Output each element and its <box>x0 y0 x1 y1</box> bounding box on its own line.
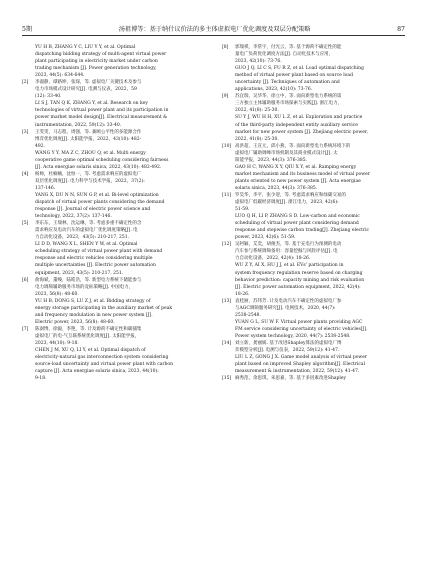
reference-line: 2022, 41(8): 25-30. <box>235 108 279 114</box>
reference-line: 博弈优化调度[J]. 太阳能学报，2022，43(10): 482- <box>35 136 142 142</box>
reference-text <box>35 79 202 128</box>
reference-line: 俞海斌，董峻，陆皓浩，等. 新型电力系统下储能参与 <box>35 277 142 283</box>
reference-text <box>35 326 202 382</box>
reference-entry <box>22 171 202 220</box>
reference-line: LI S J, TAN Q K, ZHANG Y, et al. Research on key <box>35 101 148 107</box>
reference-line: 苏宜瑞，吴华华，徐立中，等. 面向新型电力系统的第 <box>235 94 342 100</box>
reference-number: [6] <box>22 277 29 283</box>
reference-line: [J]. Electric power automation equipment, 2022, 42(4): <box>235 284 361 290</box>
reference-line: 弈模型分析[J]. 电测与仪表，2022, 59(12): 41-47. <box>235 348 340 354</box>
reference-line: market for new power system [J]. Zhejiang electric power, <box>235 129 368 135</box>
reference-line: plant participating in electricity market under carbon <box>35 59 158 65</box>
reference-line: power market model design[J]. Electrical measurement & <box>35 115 168 121</box>
reference-number: [14] <box>222 340 232 346</box>
reference-line: 三方独立主体辅助服务市场探索与实践[J]. 浙江电力， <box>235 101 343 107</box>
reference-line: Power system technology, 2020, 44(7): 2538-2548. <box>235 333 351 339</box>
reference-line: response and stepwise carbon trading[J]. Zhejiang electric <box>235 228 370 234</box>
reference-line: response [J]. Journal of electric power science and <box>35 207 151 213</box>
reference-line: 汽车参与系统调频备用：容量挖掘与风险评估[J]. 电 <box>235 249 338 255</box>
reference-line: market mechanism and its business model of virtual power <box>235 171 370 177</box>
reference-line: 9-18. <box>35 376 47 382</box>
reference-number: [10] <box>222 143 232 149</box>
reference-line: YU H B, DONG S, LU Z J, et al. Bidding strategy of <box>35 298 151 304</box>
reference-line: 2538-2548. <box>235 312 261 318</box>
reference-line: plants oriented to new power system [J]. Acta energiae <box>235 178 361 184</box>
reference-line: 电力调频辅助服务市场的竞标策略[J]. 中国电力， <box>35 284 134 290</box>
reference-line: 力自动化设备，2022, 42(4): 18-26. <box>235 256 311 262</box>
reference-number: [9] <box>222 94 229 100</box>
reference-line: dispatch of virtual power plants considering the demand <box>35 200 165 206</box>
reference-line: 虚拟电厂低碳经济调度[J]. 浙江电力，2023, 42(6): <box>235 200 339 206</box>
running-title: 汤祖博等：基于纳什议价法的多主体虚拟电厂优化调度及双层分配策略 <box>118 26 311 33</box>
reference-number: [5] <box>22 221 29 227</box>
reference-text <box>35 171 202 220</box>
reference-entry <box>222 298 402 340</box>
reference-number: [7] <box>22 326 29 332</box>
reference-number: [4] <box>22 171 29 177</box>
reference-line: 2023, 56(8): 48-60. <box>35 291 79 297</box>
reference-line: Electric power, 2023, 56(8): 48-60. <box>35 319 115 325</box>
reference-line: 51-59. <box>235 207 250 213</box>
reference-number: [15] <box>222 376 232 382</box>
reference-line: behavior prediction: capacity mining and risk evaluation <box>235 277 365 283</box>
reference-line: measurement & instrumentation, 2022, 59(12): 41-47. <box>235 369 360 375</box>
issue-label: 5期 <box>22 26 33 33</box>
reference-line: LI D D, WANG X L, SHEN Y W, et al. Optimal <box>35 242 138 248</box>
reference-line: energy storage participating in the auxiliary market of peak <box>35 305 173 311</box>
reference-entry <box>222 241 402 297</box>
reference-entry <box>222 340 402 375</box>
reference-text <box>35 277 202 326</box>
reference-line: uncertainty [J]. Techniques of automation and <box>235 80 340 86</box>
reference-line: GUO J Q, LI C S, FU R Z, et al. Load optimal dispatching <box>235 66 364 72</box>
reference-line: (12): 33-40. <box>35 94 62 100</box>
reference-line: WU Z Y, AI X, HU J J, et al. EVs' participation in <box>235 263 344 269</box>
reference-line: technology, 2022, 37(2): 137-146. <box>35 214 112 220</box>
reference-line: 电力市场模式设计研究[J]. 电测与仪表，2022，59 <box>35 87 137 93</box>
reference-line: 2023, 44(5): 634-644. <box>35 73 85 79</box>
reference-line: CHEN J M, XU Q, LI Y, et al. Optimal dispatch of <box>35 348 146 354</box>
reference-column-left <box>22 44 202 382</box>
reference-text <box>235 192 402 241</box>
reference-line: LUO Q H, LI P, ZHANG S D. Low-carbon and economic <box>235 214 360 220</box>
reference-entry <box>222 375 402 382</box>
reference-line: 郭瑞祺，李常宇，付光云，等. 基于源荷不确定性的能 <box>235 45 342 50</box>
reference-number: [12] <box>222 242 232 248</box>
reference-line: 王雯雯，马志程，周强，等. 兼顾公平性的多能源合作 <box>35 129 142 135</box>
reference-entry <box>22 44 202 79</box>
reference-line: multiple uncertainties [J]. Electric power automation <box>35 263 156 269</box>
reference-text <box>35 129 202 171</box>
reference-line: solaris sinica, 2023, 44(3): 376-385. <box>235 185 318 191</box>
reference-line: 刘立新，龚丽嫣. 基于改进Shapley算法的虚拟电厂博 <box>235 340 342 346</box>
reference-line: system frequency regulation reserve based on charging <box>235 270 363 276</box>
reference-text <box>235 340 402 375</box>
reference-line: 麻秀范，余思琪，朱思嘉，等. 基于多因素改进Shapley <box>235 376 347 382</box>
reference-line: 双层优化调度[J]. 电力科学与技术学报，2022，37(2): <box>35 178 145 184</box>
reference-line: dispatching bidding strategy of multi-agent virtual power <box>35 52 167 58</box>
reference-line: of the third-party independent entity auxiliary service <box>235 122 358 128</box>
reference-entry <box>22 79 202 128</box>
reference-line: and frequency modulation in new power system [J]. <box>35 312 153 318</box>
reference-line: YUAN G L, SU W F. Virtual power plants providing AGC <box>235 319 363 325</box>
reference-line: 高洪超，王宣元，邱小燕，等. 面向新型电力系统环境下的 <box>235 143 351 149</box>
reference-line: 虚拟电厂的电-气互联系统优化调度[J]. 太阳能学报， <box>35 333 140 339</box>
reference-line: scheduling of virtual power plant considering demand <box>235 221 359 227</box>
reference-line: 2023, 42(10): 73-76. <box>235 59 282 65</box>
reference-line: FM service considering uncertainty of electric vehicles[J]. <box>235 326 368 332</box>
reference-line: 李淑静，谭路坤，张琛，等. 虚拟电厂关键技术及参与 <box>35 80 142 86</box>
reference-number: [2] <box>22 80 29 86</box>
reference-line: 量电广负荷优化调度方法[J]. 自动化技术与应用， <box>235 52 334 58</box>
reference-line: 492. <box>35 143 46 149</box>
reference-line: 陈澍博，徐毅，李艳，等. 计及源荷不确定性和碳捕集 <box>35 326 142 332</box>
reference-line: 罗昊华，李平，张少迎，等. 考虑需求响应和绿碳交易的 <box>235 192 346 198</box>
reference-text <box>235 143 402 192</box>
reference-column-right <box>222 44 402 382</box>
reference-line: 阳能学报，2023, 44(3): 376-385. <box>235 157 307 163</box>
reference-entry <box>22 326 202 382</box>
reference-line: electricity-natural gas interconnection system considering <box>35 355 169 361</box>
reference-text <box>235 241 402 297</box>
reference-number: [11] <box>222 192 232 198</box>
reference-line: 虚拟电厂辅助调峰市场机制及其商业模式设计[J]. 太 <box>235 150 338 156</box>
reference-number: [13] <box>222 298 232 304</box>
reference-entry <box>222 192 402 241</box>
reference-line: 2022, 41(8): 25-30. <box>235 136 279 142</box>
reference-line: 需求响应及电动汽车的虚拟电厂优化调度策略[J]. 电 <box>35 228 138 234</box>
reference-line: 杨帅，杜楠楠，沈恒一，等. 考虑需求响应的虚拟电厂 <box>35 171 142 177</box>
reference-line: 2023, 44(10): 9-18. <box>35 340 79 346</box>
reference-entry <box>22 220 202 276</box>
reference-line: equipment, 2023, 43(5): 210-217, 251. <box>35 270 124 276</box>
reference-line: 力自动化设备，2023，43(5): 210-217, 251. <box>35 235 130 241</box>
reference-line: capture [J]. Acta energiae solaris sinica, 2023, 44(10): <box>35 369 159 375</box>
reference-line: WANG Y Y, MA Z C, ZHOU Q, et al. Multi energy <box>35 150 146 156</box>
reference-text <box>235 375 402 382</box>
reference-line: LIU L Z, GONG J X. Game model analysis of virtual power <box>235 355 368 361</box>
reference-line: GAO H C, WANG X Y, QIU X Y, et al. Ramping energy <box>235 164 357 170</box>
reference-number <box>22 44 35 79</box>
reference-line: YANG X, DU N N, SUN G P, et al. Bi-level optimization <box>35 192 159 198</box>
reference-line: source-load uncertainty and virtual power plant with carbon <box>35 362 174 368</box>
reference-line: plant based on improved Shapley algorithm[J]. Electrical <box>235 362 366 368</box>
reference-line: cooperative game optimal scheduling considering fairness <box>35 157 169 163</box>
reference-text <box>235 44 402 93</box>
reference-line: technologies of virtual power plant and its participation in <box>35 108 169 114</box>
page-number: 87 <box>397 26 405 33</box>
reference-text <box>235 298 402 340</box>
running-header <box>22 22 405 36</box>
reference-text <box>35 220 202 276</box>
reference-line: method of virtual power plant based on source load <box>235 73 353 79</box>
reference-number: [3] <box>22 129 29 135</box>
reference-entry <box>222 143 402 192</box>
reference-line: applications, 2023, 42(10): 73-76. <box>235 87 313 93</box>
reference-line: response and electric vehicles considering multiple <box>35 256 153 262</box>
reference-line: power, 2023, 42(6): 51-59. <box>235 235 296 241</box>
reference-line: 李东东，王瑞林，沈运琳，等. 考虑多重不确定性的含 <box>35 221 142 227</box>
reference-line: instrumentation, 2022, 59(12): 33-40. <box>35 122 122 128</box>
reference-line: 18-26. <box>235 291 250 297</box>
reference-number: [8] <box>222 45 229 50</box>
reference-line: SU Y J, WU H H, XU L Z, et al. Exploration and practice <box>235 115 363 121</box>
reference-line: scheduling strategy of virtual power plant with demand <box>35 249 163 255</box>
reference-line: 吴阿颖，艾奕，胡俊杰，等. 基于充电行为预测的电动 <box>235 242 342 248</box>
reference-line: [J]. Acta energiae solaris sinica, 2022, 43(10): 482-492. <box>35 164 162 170</box>
reference-line: YU H B, ZHANG Y C, LIU Y Y, et al. Optimal <box>35 45 136 50</box>
reference-line: 与AGC调频服务研究[J]. 电网技术，2020, 44(7): <box>235 305 336 311</box>
reference-entry <box>222 93 402 142</box>
reference-text <box>35 44 202 79</box>
reference-line: trading mechanism [J]. Power generation technology, <box>35 66 157 72</box>
reference-line: 137-146. <box>35 185 56 191</box>
reference-text <box>235 93 402 142</box>
reference-entry <box>222 44 402 93</box>
reference-entry <box>22 129 202 171</box>
reference-line: 袁桂丽，苏伟芳. 计及电动汽车不确定性的虚拟电厂参 <box>235 298 342 304</box>
reference-entry <box>22 277 202 326</box>
